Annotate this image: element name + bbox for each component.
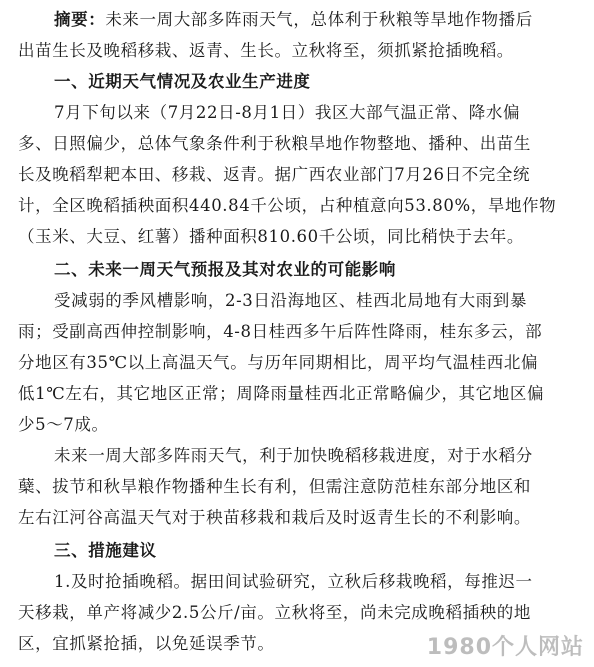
section2-p1-line-3: 分地区有35℃以上高温天气。与历年同期相比，周平均气温桂西北偏 bbox=[18, 353, 539, 372]
section3-line-3: 区，宜抓紧抢插，以免延误季节。 bbox=[18, 634, 275, 653]
section2-p1-line-1: 受减弱的季风槽影响，2-3日沿海地区、桂西北局地有大雨到暴 bbox=[54, 291, 527, 310]
section2-p2-line-2: 蘖、拔节和秋旱粮作物播种生长有利，但需注意防范桂东部分地区和 bbox=[18, 477, 531, 496]
section2-p1-line-2: 雨；受副高西伸控制影响，4-8日桂西多午后阵性降雨，桂东多云，部 bbox=[18, 322, 543, 341]
section-heading-1: 一、近期天气情况及农业生产进度 bbox=[54, 72, 311, 91]
section-heading-3: 三、措施建议 bbox=[54, 541, 157, 560]
section3-line-2: 天移栽，单产将减少2.5公斤/亩。立秋将至，尚未完成晚稻插秧的地 bbox=[18, 603, 531, 622]
abstract-label: 摘要： bbox=[54, 10, 106, 29]
abstract-line-1 bbox=[54, 10, 533, 30]
abstract-text-1: 未来一周大部多阵雨天气，总体利于秋粮等旱地作物播后 bbox=[105, 10, 533, 29]
section2-p2-line-1: 未来一周大部多阵雨天气，利于加快晚稻移栽进度，对于水稻分 bbox=[54, 446, 533, 465]
section1-line-1: 7月下旬以来（7月22日-8月1日）我区大部气温正常、降水偏 bbox=[54, 103, 521, 122]
section2-p1-line-4: 低1℃左右，其它地区正常；周降雨量桂西北正常略偏少，其它地区偏 bbox=[18, 384, 545, 403]
section2-p1-line-5: 少5～7成。 bbox=[18, 415, 109, 434]
section3-line-1: 1.及时抢插晚稻。据田间试验研究，立秋后移栽晚稻，每推迟一 bbox=[54, 572, 533, 591]
abstract-line-2: 出苗生长及晚稻移栽、返青、生长。立秋将至，须抓紧抢插晚稻。 bbox=[18, 41, 514, 60]
section1-line-2: 多、日照偏少，总体气象条件利于秋粮旱地作物整地、播种、出苗生 bbox=[18, 134, 531, 153]
site-watermark: 1980个人网站 bbox=[426, 635, 584, 660]
section2-p2-line-3: 左右江河谷高温天气对于秧苗移栽和栽后及时返青生长的不利影响。 bbox=[18, 508, 531, 527]
section1-line-3: 长及晚稻犁耙本田、移栽、返青。据广西农业部门7月26日不完全统 bbox=[18, 165, 531, 184]
section-heading-2: 二、未来一周天气预报及其对农业的可能影响 bbox=[54, 260, 396, 279]
section1-line-5: （玉米、大豆、红薯）播种面积810.60千公顷，同比稍快于去年。 bbox=[18, 227, 524, 246]
section1-line-4: 计，全区晚稻插秧面积440.84千公顷，占种植意向53.80%，旱地作物 bbox=[18, 196, 557, 215]
